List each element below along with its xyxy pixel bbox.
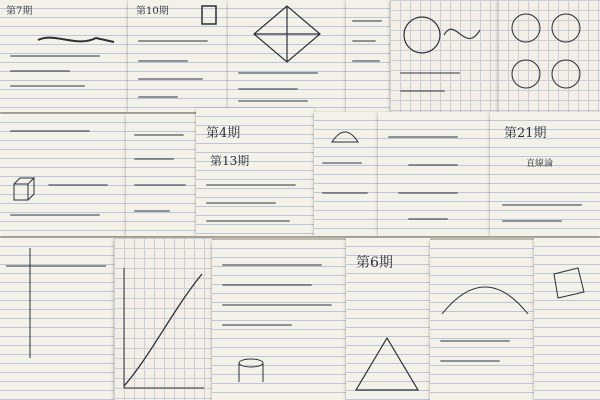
page-number-heading: 第10期 — [136, 6, 169, 17]
notebook-page-mid-4 — [314, 112, 378, 236]
hand-sketch — [36, 30, 116, 50]
page-number-heading: 第7期 — [6, 6, 33, 17]
notebook-page-top-5 — [390, 0, 498, 112]
block-sketch — [548, 262, 588, 302]
notebook-page-top-right — [498, 0, 600, 112]
circle-diagram — [504, 6, 594, 106]
hand-sketch — [200, 4, 220, 28]
section-label: 直線論 — [526, 159, 554, 169]
table-sketch — [6, 248, 106, 358]
triangle-sketch — [352, 334, 422, 394]
notebook-page-top-3 — [228, 0, 346, 112]
notebook-page-bottom-3 — [212, 240, 346, 400]
page-number-heading: 第4期 — [206, 126, 241, 141]
notebook-page-bottom-right — [534, 238, 600, 400]
notebook-page-mid-3 — [196, 108, 314, 236]
page-number-heading: 第13期 — [210, 154, 250, 168]
page-number-heading: 第21期 — [504, 126, 547, 141]
dome-sketch — [330, 126, 360, 146]
notebook-page-mid-5 — [378, 112, 490, 236]
graph-curve — [124, 268, 204, 388]
arc-diagram — [440, 270, 530, 320]
page-number-heading: 第6期 — [356, 255, 393, 271]
notebook-page-top-2 — [128, 0, 228, 112]
notebook-page-bottom-left — [0, 238, 114, 400]
notebook-page-mid-left — [0, 114, 126, 236]
notebook-page-top-4 — [346, 0, 390, 112]
notebook-page-bottom-4 — [346, 238, 430, 400]
notebook-page-top-left — [0, 0, 128, 112]
notebook-page-bottom-2 — [114, 238, 212, 400]
notebook-page-mid-right — [490, 112, 600, 236]
circle-diagram — [400, 10, 490, 60]
notebook-page-mid-2 — [126, 114, 196, 236]
hand-sketch — [252, 4, 322, 64]
cylinder-sketch — [236, 358, 266, 388]
notebook-page-bottom-5 — [430, 240, 534, 400]
cube-sketch — [10, 174, 40, 204]
